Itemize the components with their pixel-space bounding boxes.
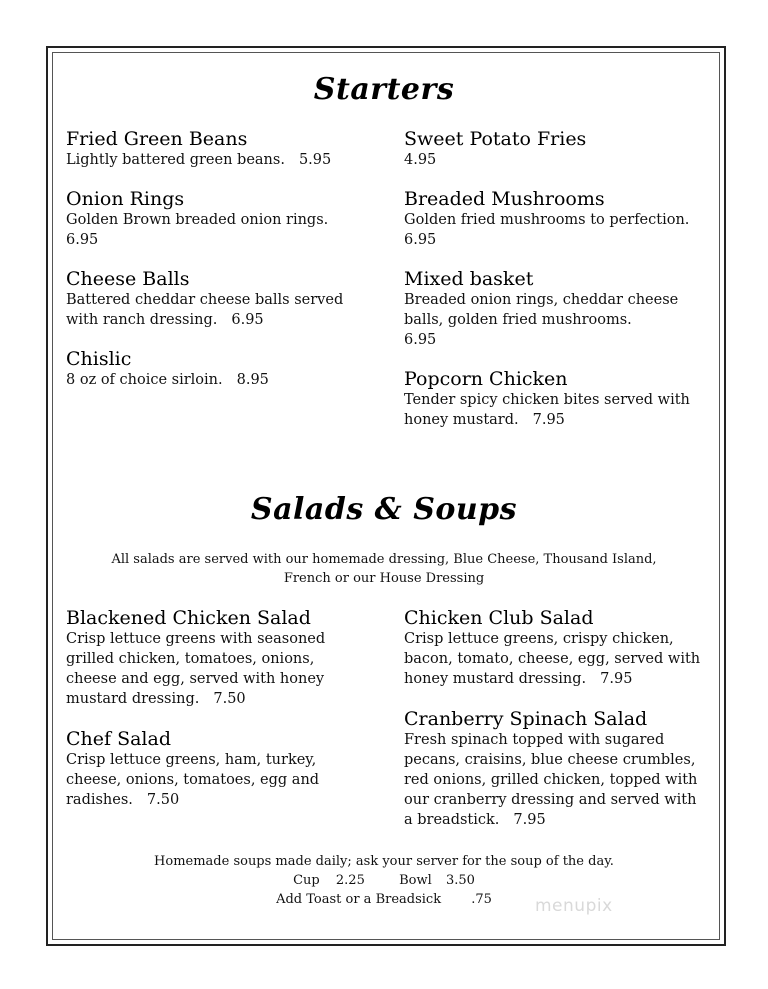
item-description: 8 oz of choice sirloin. 8.95 [66,372,269,388]
item-description: Golden fried mushrooms to perfection. [404,212,690,228]
cup-label: Cup [293,873,320,888]
item-name: Chislic [66,348,132,370]
salad-dressing-note [60,550,708,588]
item-name: Mixed basket [404,268,534,290]
addon-label: Add Toast or a Breadsick [276,892,442,907]
item-name: Popcorn Chicken [404,368,568,390]
item-price: 7.50 [213,691,246,707]
menu-item-onion-rings [66,188,366,250]
item-price: 6.95 [404,332,437,348]
starters-title: Starters [313,72,455,107]
soup-prices [60,871,708,890]
menu-item-mixed-basket [404,268,694,350]
soups-note: Homemade soups made daily; ask your server for the soup of the day. [154,854,614,869]
item-name: Sweet Potato Fries [404,128,587,150]
item-name: Cheese Balls [66,268,190,290]
item-description: Crisp lettuce greens, ham, turkey, cheese, onions, tomatoes, egg and radishes. 7.50 [66,752,320,808]
bowl-label: Bowl [399,873,432,888]
bowl-price: 3.50 [445,873,475,888]
item-description: Fresh spinach topped with sugared pecans, craisins, blue cheese crumbles, red onions, grilled chicken, topped with our cranberry dressing and served with a breadstick. 7.95 [404,732,698,828]
menu-item-cranberry-spinach-salad [404,708,704,830]
item-price: 6.95 [66,232,99,248]
item-price: 5.95 [298,152,332,168]
item-price: 6.95 [404,232,437,248]
item-price: 7.50 [146,792,180,808]
item-price: 8.95 [236,372,269,388]
cup-price: 2.25 [335,873,365,888]
item-name: Onion Rings [66,188,185,210]
item-price: 7.95 [513,812,546,828]
item-description: Lightly battered green beans. 5.95 [66,152,332,168]
item-name: Blackened Chicken Salad [66,607,311,629]
item-name: Chef Salad [66,728,172,750]
menu-item-chef-salad [66,728,336,810]
item-description: Golden Brown breaded onion rings. [66,212,329,228]
menu-item-sweet-potato-fries [404,128,704,170]
item-name: Cranberry Spinach Salad [404,708,648,730]
item-description: Breaded onion rings, cheddar cheese balls, golden fried mushrooms. [404,292,679,328]
item-price: 6.95 [231,312,264,328]
dressing-note-line-1: All salads are served with our homemade dressing, Blue Cheese, Thousand Island, [111,552,657,567]
item-description: Battered cheddar cheese balls served with ranch dressing. 6.95 [66,292,344,328]
menupix-watermark: menupix [535,896,613,916]
dressing-note-line-2: French or our House Dressing [283,571,485,586]
item-description: Crisp lettuce greens, crispy chicken, bacon, tomato, cheese, egg, served with honey mustard dressing. 7.95 [404,631,701,687]
menu-item-chicken-club-salad [404,607,704,689]
item-price: 7.95 [532,412,565,428]
menu-item-blackened-chicken-salad [66,607,346,709]
item-description: Crisp lettuce greens with seasoned grilled chicken, tomatoes, onions, cheese and egg, served with honey mustard dressing. 7.50 [66,631,326,707]
item-name: Breaded Mushrooms [404,188,605,210]
item-name: Fried Green Beans [66,128,248,150]
menu-item-fried-green-beans [66,128,366,170]
menu-item-popcorn-chicken [404,368,704,430]
item-description: Tender spicy chicken bites served with honey mustard. 7.95 [404,392,690,428]
addon-price: .75 [471,892,492,907]
menu-item-chislic [66,348,366,390]
salads-soups-title: Salads & Soups [250,492,518,527]
item-price: 4.95 [404,152,437,168]
item-name: Chicken Club Salad [404,607,594,629]
menu-item-cheese-balls [66,268,366,330]
menu-item-breaded-mushrooms [404,188,704,250]
item-price: 7.95 [600,671,633,687]
